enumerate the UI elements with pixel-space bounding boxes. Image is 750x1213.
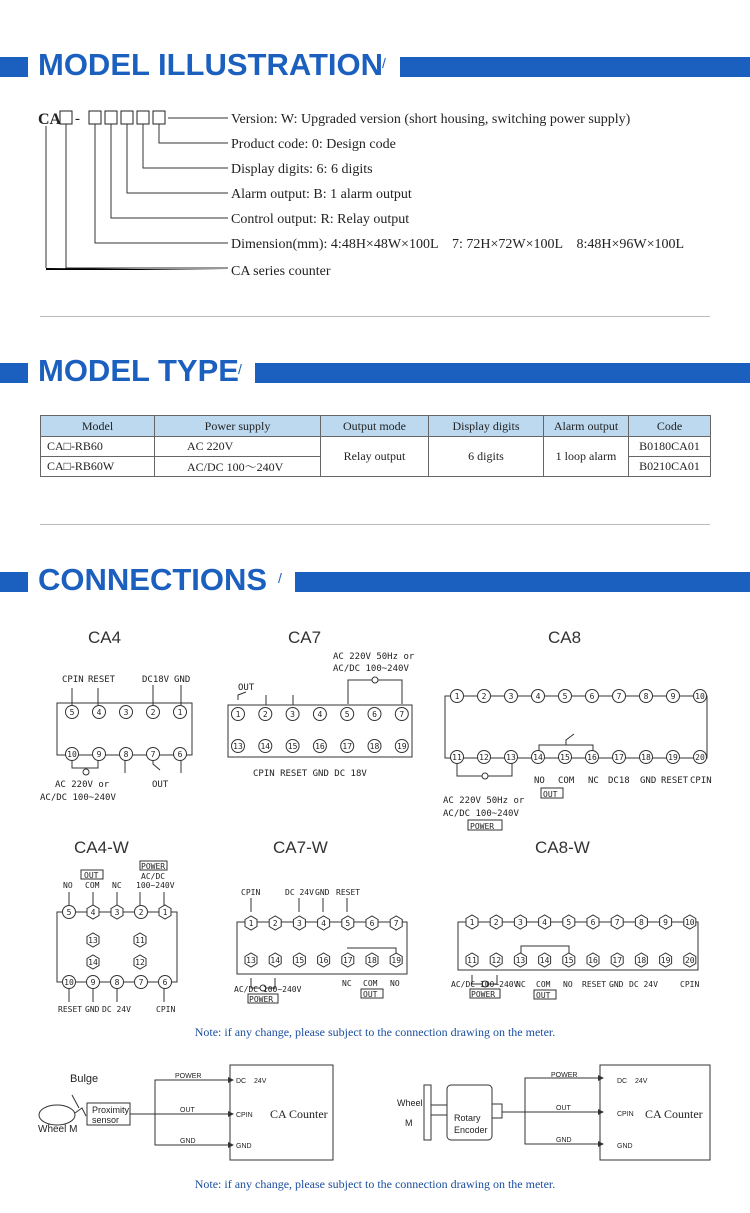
section-title: MODEL TYPE	[38, 353, 239, 388]
diagram-title-ca7w: CA7-W	[273, 838, 328, 857]
header-left-bar	[0, 363, 28, 383]
terminal-number: 15	[287, 742, 298, 751]
terminal-number: 2	[272, 919, 278, 928]
svg-text:AC/DC 100~240V: AC/DC 100~240V	[40, 793, 116, 803]
terminal-number: 6	[589, 692, 595, 701]
header-right-bar	[295, 572, 750, 592]
svg-text:CPIN: CPIN	[617, 1111, 634, 1118]
svg-text:OUT: OUT	[363, 990, 378, 999]
section-header-illustration	[0, 45, 750, 85]
svg-text:Wheel: Wheel	[397, 1098, 423, 1108]
terminal-number: 6	[162, 978, 168, 987]
terminal-number: 13	[506, 753, 516, 762]
terminal-number: 5	[66, 908, 72, 917]
svg-text:M: M	[405, 1118, 413, 1128]
code-line-alarm: Alarm output: B: 1 alarm output	[231, 187, 412, 202]
terminal-number: 16	[318, 956, 329, 965]
terminal-number: 14	[260, 742, 271, 751]
svg-text:CPIN: CPIN	[156, 1005, 176, 1014]
connection-note: Note: if any change, please subject to the connection drawing on the meter.	[194, 1177, 556, 1191]
svg-text:POWER: POWER	[175, 1073, 202, 1080]
svg-text:OUT: OUT	[556, 1105, 571, 1112]
terminal-number: 19	[660, 956, 671, 965]
svg-text:AC/DC 100~240V: AC/DC 100~240V	[234, 985, 302, 994]
diagram-title-ca8w: CA8-W	[535, 838, 590, 857]
svg-text:NC: NC	[516, 980, 526, 989]
terminal-number: 17	[342, 742, 353, 751]
header-left-bar	[0, 57, 28, 77]
code-line-product: Product code: 0: Design code	[231, 137, 396, 152]
section-header-connections	[0, 560, 750, 600]
svg-text:GND: GND	[640, 776, 657, 786]
terminal-number: 5	[69, 708, 75, 717]
terminal-number: 4	[90, 908, 96, 917]
terminal-number: 19	[668, 753, 678, 762]
terminal-number: 13	[515, 956, 526, 965]
terminal-number: 2	[481, 692, 487, 701]
th-alarm: Alarm output	[544, 416, 629, 437]
terminal-number: 8	[643, 692, 649, 701]
svg-text:Encoder: Encoder	[454, 1125, 488, 1135]
terminal-number: 15	[560, 753, 570, 762]
terminal-number: 14	[539, 956, 550, 965]
svg-text:NO: NO	[63, 881, 73, 890]
divider	[40, 316, 710, 317]
svg-text:-: -	[75, 111, 80, 127]
svg-text:DC 24V: DC 24V	[629, 980, 658, 989]
svg-text:COM: COM	[363, 979, 378, 988]
terminal-number: 3	[517, 918, 523, 927]
counter-label: CA Counter	[645, 1107, 703, 1121]
svg-text:DC 24V: DC 24V	[102, 1005, 131, 1014]
svg-text:AC 220V 50Hz or: AC 220V 50Hz or	[333, 652, 415, 662]
ca4-diagram	[40, 675, 192, 803]
svg-text:GND: GND	[609, 980, 624, 989]
svg-text:POWER: POWER	[249, 995, 274, 1004]
terminal-number: 7	[616, 692, 622, 701]
svg-text:Wheel M: Wheel M	[38, 1124, 78, 1135]
svg-text:CPIN: CPIN	[236, 1112, 253, 1119]
wiring-diagrams	[0, 1060, 750, 1170]
terminal-number: 14	[270, 956, 281, 965]
terminal-number: 8	[123, 750, 129, 759]
terminal-number: 15	[294, 956, 305, 965]
svg-text:24V: 24V	[635, 1078, 648, 1085]
model-prefix: CA	[38, 111, 62, 128]
terminal-number: 1	[248, 919, 254, 928]
svg-text:COM: COM	[85, 881, 100, 890]
terminal-number: 1	[454, 692, 460, 701]
svg-text:POWER: POWER	[470, 822, 495, 831]
ca7w-diagram	[234, 888, 407, 1004]
header-left-bar	[0, 572, 28, 592]
terminal-number: 17	[614, 753, 624, 762]
terminal-number: 2	[493, 918, 499, 927]
table-row: CA□-RB60 AC 220V Relay output 6 digits 1 loop alarm B0180CA01	[41, 437, 711, 457]
terminal-number: 3	[296, 919, 302, 928]
svg-text:GND: GND	[174, 675, 191, 685]
terminal-number: 18	[636, 956, 647, 965]
svg-text:RESET: RESET	[661, 776, 689, 786]
terminal-number: 13	[246, 956, 256, 965]
terminal-number: 9	[663, 918, 669, 927]
svg-text:DC18: DC18	[608, 776, 630, 786]
svg-text:CPIN: CPIN	[62, 675, 84, 685]
terminal-number: 3	[290, 710, 296, 719]
svg-text:CPIN: CPIN	[680, 980, 700, 989]
svg-text:GND: GND	[85, 1005, 100, 1014]
header-right-bar	[400, 57, 750, 77]
svg-text:AC/DC 100~240V: AC/DC 100~240V	[443, 809, 519, 819]
terminal-number: 8	[114, 978, 120, 987]
terminal-number: 18	[367, 956, 377, 965]
terminal-number: 18	[641, 753, 651, 762]
title-slash: /	[238, 361, 242, 377]
terminal-number: 1	[235, 710, 241, 719]
terminal-number: 4	[321, 919, 327, 928]
section-title: CONNECTIONS	[38, 562, 268, 597]
svg-text:GND: GND	[236, 1143, 252, 1150]
code-line-version: Version: W: Upgraded version (short housing, switching power supply)	[231, 112, 631, 127]
th-model: Model	[41, 416, 155, 437]
th-output: Output mode	[321, 416, 429, 437]
code-line-series: CA series counter	[231, 264, 331, 279]
terminal-number: 5	[566, 918, 572, 927]
diagram-title-ca4w: CA4-W	[74, 838, 129, 857]
header-right-bar	[255, 363, 750, 383]
terminal-number: 4	[317, 710, 323, 719]
terminal-number: 7	[399, 710, 405, 719]
svg-text:DC 24V: DC 24V	[285, 888, 314, 897]
terminal-number: 3	[123, 708, 129, 717]
terminal-number: 14	[533, 753, 543, 762]
th-power: Power supply	[155, 416, 321, 437]
terminal-number: 1	[162, 908, 168, 917]
section-header-type	[0, 351, 750, 391]
svg-text:COM: COM	[536, 980, 551, 989]
terminal-number: 7	[150, 750, 156, 759]
diagram-title-ca8: CA8	[548, 628, 582, 647]
svg-text:NO: NO	[563, 980, 573, 989]
terminal-number: 1	[469, 918, 475, 927]
code-line-dimension: Dimension(mm): 4:48H×48W×100L 7: 72H×72W×100L 8:48H×96W×100L	[231, 237, 685, 252]
terminal-number: 14	[88, 958, 98, 967]
terminal-number: 16	[588, 956, 598, 965]
svg-text:AC/DC: AC/DC	[141, 872, 166, 881]
svg-text:RESET: RESET	[582, 980, 607, 989]
svg-text:NO: NO	[534, 776, 545, 786]
table-row: CA□-RB60W AC/DC 100～240V B0210CA01	[41, 457, 711, 477]
connection-note: Note: if any change, please subject to the connection drawing on the meter.	[194, 1025, 556, 1039]
th-digits: Display digits	[429, 416, 544, 437]
encoder-wiring	[397, 1065, 710, 1160]
th-code: Code	[629, 416, 711, 437]
svg-text:CPIN: CPIN	[690, 776, 712, 786]
title-slash: /	[278, 570, 282, 586]
divider	[40, 524, 710, 525]
terminal-number: 4	[542, 918, 548, 927]
terminal-number: 2	[138, 908, 144, 917]
svg-text:Proximity: Proximity	[92, 1105, 130, 1115]
terminal-number: 9	[670, 692, 676, 701]
model-type-table	[40, 415, 711, 477]
svg-text:AC/DC 100~240V: AC/DC 100~240V	[333, 664, 409, 674]
terminal-number: 12	[135, 958, 145, 967]
code-line-control: Control output: R: Relay output	[231, 212, 410, 227]
model-code-diagram	[0, 100, 750, 285]
terminal-number: 18	[369, 742, 380, 751]
terminal-number: 7	[138, 978, 144, 987]
terminal-number: 16	[315, 742, 325, 751]
terminal-number: 9	[90, 978, 96, 987]
terminal-number: 6	[372, 710, 377, 719]
svg-text:OUT: OUT	[543, 790, 558, 799]
terminal-number: 6	[177, 750, 183, 759]
terminal-number: 15	[563, 956, 574, 965]
terminal-number: 11	[467, 956, 477, 965]
svg-text:RESET: RESET	[58, 1005, 83, 1014]
svg-text:GND: GND	[617, 1143, 633, 1150]
svg-text:AC 220V 50Hz or: AC 220V 50Hz or	[443, 796, 525, 806]
svg-text:NO: NO	[390, 979, 400, 988]
terminal-number: 2	[150, 708, 156, 717]
terminal-number: 13	[88, 936, 98, 945]
terminal-number: 4	[96, 708, 102, 717]
terminal-number: 2	[262, 710, 268, 719]
svg-text:Rotary: Rotary	[454, 1113, 481, 1123]
terminal-number: 10	[695, 692, 705, 701]
svg-text:OUT: OUT	[152, 780, 169, 790]
terminal-number: 10	[684, 918, 695, 927]
terminal-number: 11	[135, 936, 145, 945]
terminal-number: 11	[452, 753, 462, 762]
svg-text:GND: GND	[556, 1137, 572, 1144]
svg-text:OUT: OUT	[536, 991, 551, 1000]
ca4w-diagram	[57, 861, 177, 1014]
terminal-number: 13	[233, 742, 243, 751]
terminal-number: 3	[114, 908, 120, 917]
svg-text:AC/DC 100~240V: AC/DC 100~240V	[451, 980, 519, 989]
terminal-number: 20	[695, 753, 705, 762]
svg-text:OUT: OUT	[238, 683, 255, 693]
counter-label: CA Counter	[270, 1107, 328, 1121]
terminal-number: 19	[396, 742, 407, 751]
proximity-wiring	[38, 1065, 333, 1160]
svg-text:RESET: RESET	[336, 888, 361, 897]
terminal-number: 12	[491, 956, 502, 965]
svg-text:Bulge: Bulge	[70, 1073, 99, 1085]
svg-text:100~240V: 100~240V	[136, 881, 175, 890]
svg-text:OUT: OUT	[180, 1107, 195, 1114]
svg-text:GND: GND	[180, 1138, 196, 1145]
svg-text:POWER: POWER	[551, 1072, 578, 1079]
section-title: MODEL ILLUSTRATION	[38, 47, 383, 82]
svg-text:NC: NC	[112, 881, 122, 890]
svg-text:GND: GND	[315, 888, 330, 897]
svg-text:NC: NC	[588, 776, 599, 786]
terminal-number: 5	[344, 710, 350, 719]
terminal-number: 12	[479, 753, 489, 762]
code-line-display: Display digits: 6: 6 digits	[231, 162, 373, 177]
svg-text:DC: DC	[236, 1078, 247, 1085]
terminal-number: 6	[369, 919, 375, 928]
terminal-number: 6	[590, 918, 596, 927]
svg-text:24V: 24V	[254, 1078, 267, 1085]
title-slash: /	[382, 55, 386, 71]
terminal-number: 10	[67, 750, 77, 759]
svg-text:POWER: POWER	[141, 862, 166, 871]
terminal-number: 20	[684, 956, 695, 965]
svg-text:OUT: OUT	[84, 871, 99, 880]
svg-text:POWER: POWER	[471, 990, 496, 999]
terminal-number: 3	[508, 692, 514, 701]
svg-text:NC: NC	[342, 979, 352, 988]
terminal-number: 1	[177, 708, 183, 717]
terminal-number: 10	[64, 978, 74, 987]
terminal-number: 5	[345, 919, 351, 928]
svg-text:COM: COM	[558, 776, 575, 786]
terminal-number: 9	[96, 750, 102, 759]
svg-text:sensor: sensor	[92, 1115, 120, 1125]
terminal-number: 17	[612, 956, 623, 965]
terminal-number: 7	[614, 918, 620, 927]
svg-text:CPIN RESET GND DC 18V: CPIN RESET GND DC 18V	[253, 769, 367, 779]
terminal-number: 17	[342, 956, 353, 965]
svg-text:RESET: RESET	[88, 675, 116, 685]
svg-text:DC: DC	[617, 1078, 628, 1085]
svg-text:DC18V: DC18V	[142, 675, 170, 685]
terminal-number: 5	[562, 692, 568, 701]
terminal-number: 19	[391, 956, 402, 965]
svg-text:CPIN: CPIN	[241, 888, 261, 897]
terminal-number: 16	[587, 753, 597, 762]
diagram-title-ca7: CA7	[288, 628, 322, 647]
connection-diagrams	[0, 650, 750, 1025]
diagram-title-ca4: CA4	[88, 628, 122, 647]
terminal-number: 7	[393, 919, 399, 928]
terminal-number: 8	[638, 918, 644, 927]
terminal-number: 4	[535, 692, 541, 701]
svg-text:AC 220V or: AC 220V or	[55, 780, 110, 790]
